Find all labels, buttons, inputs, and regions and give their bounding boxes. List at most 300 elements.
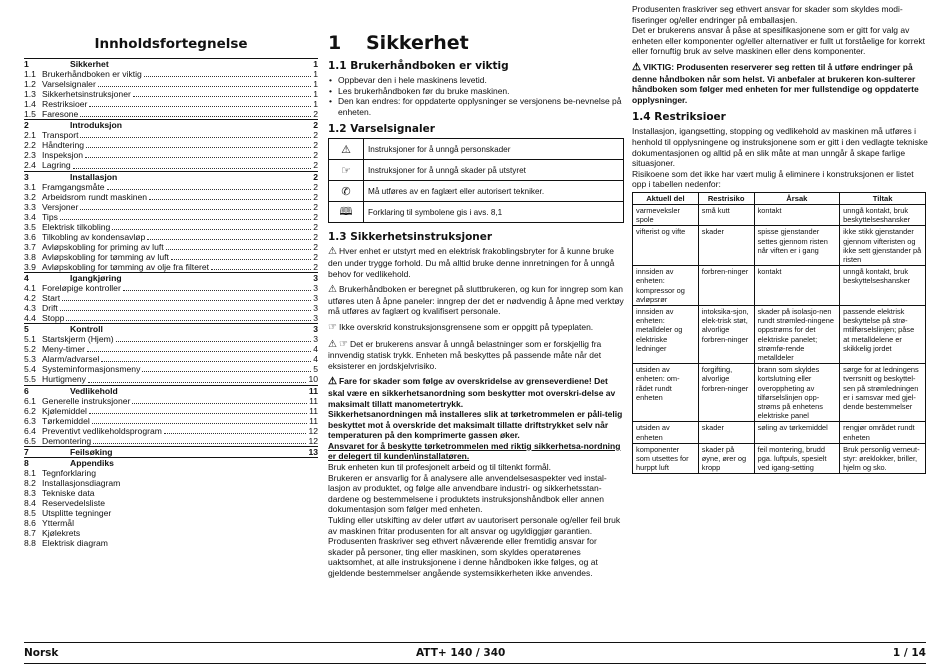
toc-page: 2 (313, 241, 318, 252)
toc-label: Tørkemiddel (42, 415, 90, 426)
toc-page: 2 (313, 191, 318, 202)
paragraph-text: Det er brukerens ansvar å unngå belastninger som er forskjellig fra innvendig statisk trykk. Enheten må beskyttes på passende måte når det eksisterer en jordskjelvrisiko. (328, 338, 602, 371)
toc-number: 3.3 (24, 201, 36, 212)
toc-page: 2 (313, 120, 318, 131)
paragraph: Bruk enheten kun til profesjonelt arbeid og til tiltenkt formål. (328, 462, 552, 473)
toc-leader (120, 386, 307, 394)
toc-label: Kjølekrets (42, 528, 81, 539)
toc-leader (80, 130, 311, 138)
toc-row[interactable] (24, 212, 318, 222)
restrictions-column (632, 4, 930, 474)
chapter-name: Sikkerhet (366, 32, 469, 54)
toc-label: Håndtering (42, 140, 85, 151)
toc-leader (133, 89, 311, 97)
toc-label: Appendiks (70, 457, 114, 468)
toc-number: 6 (24, 385, 29, 396)
table-cell: Instruksjoner for å unngå personskader (364, 139, 624, 160)
toc-leader (105, 324, 311, 332)
toc-number: 7 (24, 446, 29, 457)
toc-leader (115, 447, 307, 455)
toc-row[interactable] (24, 192, 318, 202)
toc-page: 3 (313, 293, 318, 304)
paragraph: Brukeren er ansvarlig for å analysere alle anvendelsesaspekter ved instal-lasjon av produktet, og følge alle anvendbare industri- og sikkerhetsstan-dardene og bestemmelsene i produktets instruksjonshåndbok eller annen dokumentasjon som følger med enheten. (328, 472, 607, 515)
toc-row[interactable] (24, 150, 318, 160)
toc-page: 1 (313, 59, 318, 69)
toc-number: 1.2 (24, 79, 36, 90)
toc-row[interactable] (24, 283, 318, 293)
toc-label: Systeminformasjonsmeny (42, 364, 141, 375)
toc-row[interactable] (24, 416, 318, 426)
toc-page: 2 (313, 201, 318, 212)
toc-row[interactable] (24, 303, 318, 313)
toc-page: 1 (313, 99, 318, 110)
footer-model: ATT+ 140 / 340 (416, 647, 506, 659)
toc-leader (76, 518, 316, 526)
toc-title: Innholdsfortegnelse (94, 36, 248, 52)
toc-leader (116, 458, 316, 466)
toc-page: 2 (313, 130, 318, 141)
paragraph: Ansvaret for å beskytte tørketrommelen med riktig sikkerhetsa-nordning er delegert til kunden\installatøren. (328, 440, 621, 462)
toc-leader (144, 69, 311, 77)
toc-page: 4 (313, 354, 318, 365)
toc-leader (80, 202, 311, 210)
toc-row[interactable] (24, 528, 318, 538)
bullet-list (328, 75, 624, 117)
toc-section-row[interactable] (24, 457, 318, 468)
footer-page-number: 1 / 14 (892, 647, 926, 659)
toc-label: Tips (42, 211, 58, 222)
table-cell: skader på øyne, ører og kropp (698, 443, 754, 474)
column-header: Tiltak (840, 192, 926, 204)
toc-number: 3.2 (24, 191, 36, 202)
table-row (633, 443, 926, 474)
toc-row[interactable] (24, 182, 318, 192)
toc-page: 11 (309, 405, 318, 416)
table-cell: unngå kontakt, bruk beskyttelseshansker (840, 266, 926, 306)
toc-label: Foreløpige kontroller (42, 283, 121, 294)
paragraph-text: Ikke overskrid konstruksjonsgrensene som er oppgitt på typeplaten. (338, 321, 594, 332)
toc-number: 5.1 (24, 334, 36, 345)
toc-number: 6.1 (24, 395, 36, 406)
toc-page: 2 (313, 171, 318, 182)
paragraph (632, 62, 930, 105)
warning-triangle-icon: ⚠ (328, 376, 337, 388)
toc-section-row[interactable] (24, 272, 318, 283)
toc-row[interactable] (24, 79, 318, 89)
toc-number: 1.1 (24, 69, 36, 80)
table-cell: ikke stikk gjenstander gjennom vifteristen og ikke sett gjenstander på risten (840, 226, 926, 266)
toc-page: 1 (313, 79, 318, 90)
toc-section-row[interactable] (24, 58, 318, 69)
table-row (633, 266, 926, 306)
toc-label: Kjølemiddel (42, 405, 87, 416)
paragraph: Sikkerhetsanordningen må installeres slik at tørketrommelen er påli-telig beskyttet mot å overskride det maksimalt tillatte driftstrykket selv når temperaturen på den komprimerte gassen øker. (328, 409, 623, 441)
toc-leader (80, 109, 311, 117)
toc-leader (211, 262, 311, 270)
section-heading-1-1: 1.1 Brukerhåndboken er viktig (328, 60, 509, 72)
table-header-row (633, 192, 926, 204)
toc-page: 3 (313, 303, 318, 314)
toc-label: Brukerhåndboken er viktig (42, 69, 142, 80)
toc-label: Avløpskobling for tømming av luft (42, 251, 169, 262)
paragraph: Installasjon, igangsetting, stopping og vedlikehold av maskinen må utføres i henhold til opplysningene og instruksjonene som er gitt i den vedlagte tekniske dokumentasjonen og alltid på en slik måte at man unngår å skape farlige situasjoner. (632, 126, 928, 169)
toc-section-row[interactable] (24, 385, 318, 396)
toc-row[interactable] (24, 222, 318, 232)
toc-leader (60, 303, 311, 311)
toc-number: 1 (24, 59, 29, 69)
toc-leader (111, 59, 312, 67)
toc-number: 3.1 (24, 181, 36, 192)
warning-triangle-icon: ⚠ (329, 139, 364, 160)
toc-label: Hurtigmeny (42, 374, 86, 385)
toc-number: 5.2 (24, 344, 36, 355)
toc-row[interactable] (24, 488, 318, 498)
toc-page: 2 (313, 181, 318, 192)
toc-row[interactable] (24, 426, 318, 436)
toc-label: Reservedelsliste (42, 498, 106, 509)
paragraph (328, 376, 624, 409)
toc-number: 5.4 (24, 364, 36, 375)
toc-number: 4.2 (24, 293, 36, 304)
toc-leader (97, 488, 316, 496)
toc-label: Versjoner (42, 201, 79, 212)
table-cell: skader (698, 422, 754, 443)
toc-label: Feilsøking (70, 446, 113, 457)
toc-row[interactable] (24, 313, 318, 323)
warning-symbols-table (328, 138, 624, 223)
toc-page: 13 (308, 446, 318, 457)
toc-number: 6.3 (24, 415, 36, 426)
table-cell: Instruksjoner for å unngå skader på utstyret (364, 160, 624, 181)
residual-risk-table (632, 192, 926, 474)
table-cell: Bruk personlig verneut-styr: øreklokker, briller, hjelm og sko. (840, 443, 926, 474)
toc-page: 3 (313, 283, 318, 294)
toc-leader (123, 283, 311, 291)
table-row (633, 422, 926, 443)
section-heading-1-3: 1.3 Sikkerhetsinstruksjoner (328, 231, 493, 244)
toc-label: Installasjonsdiagram (42, 477, 121, 488)
toc-row[interactable] (24, 354, 318, 364)
toc-page: 3 (313, 272, 318, 283)
toc-row[interactable] (24, 508, 318, 518)
table-body (633, 204, 926, 473)
toc-number: 6.4 (24, 425, 36, 436)
paragraph: Produsenten fraskriver seg ethvert nåværende eller fremtidig ansvar for skader på personer, ting eller maskinen, som skyldes operatørenes uaktsomhet, at alle instruksjonene i denne håndboken ikke følges, og at gjeldende bestemmelser angående systemsikkerheten ikke anvendes. (328, 536, 598, 578)
toc-leader (116, 334, 312, 342)
toc-row[interactable] (24, 140, 318, 150)
toc-leader (107, 182, 312, 190)
toc-number: 8.7 (24, 528, 36, 539)
toc-number: 8.5 (24, 508, 36, 519)
toc-label: Igangkjøring (70, 272, 122, 283)
toc-number: 6.5 (24, 435, 36, 446)
toc-number: 3.9 (24, 261, 36, 272)
toc-label: Meny-timer (42, 344, 85, 355)
paragraph (328, 284, 624, 317)
toc-row[interactable] (24, 109, 318, 119)
toc-section-row[interactable] (24, 323, 318, 334)
table-of-contents (24, 32, 318, 548)
toc-row[interactable] (24, 364, 318, 374)
warning-triangle-icon: ⚠ (328, 284, 337, 296)
toc-label: Vedlikehold (70, 385, 118, 396)
toc-leader (98, 468, 316, 476)
table-cell: varmeveksler spole (633, 204, 699, 225)
toc-leader (92, 416, 307, 424)
toc-row[interactable] (24, 518, 318, 528)
footer-language: Norsk (24, 647, 59, 659)
toc-leader (62, 293, 311, 301)
toc-leader (164, 426, 307, 434)
toc-leader (101, 354, 311, 362)
pointing-hand-icon: ☞ (338, 338, 348, 350)
technician-phone-icon: ✆ (329, 181, 364, 202)
toc-page: 2 (313, 160, 318, 171)
paragraph: Risikoene som det ikke har vært mulig å eliminere i konstruksjonen er listet opp i tabellen nedenfor: (632, 168, 914, 190)
table-row (329, 181, 624, 202)
table-cell: sørge for at ledningens tverrsnitt og beskyttel-sen på strømledningen er i samsvar med gjel-dende bestemmelser (840, 364, 926, 422)
paragraph-text: Brukerhåndboken er beregnet på sluttbrukeren, og kun for inngrep som kan utføres uten å åpne paneler: inngrep der det er nødvendig å åpne med verktøy må utføres av faglært og kvalifisert personale. (328, 284, 624, 317)
toc-leader (149, 192, 311, 200)
toc-number: 2.1 (24, 130, 36, 141)
table-cell: utsiden av enheten (633, 422, 699, 443)
toc-row[interactable] (24, 334, 318, 344)
toc-label: Drift (42, 303, 58, 314)
paragraph: Tukling eller utskifting av deler utført av uautorisert personale og/eller feil bruk av maskinen fritar produsenten for alt ansvar og ugyldiggjør garantien. (328, 515, 621, 536)
toc-label: Alarm/advarsel (42, 354, 100, 365)
toc-section-row[interactable] (24, 171, 318, 182)
toc-number: 3.6 (24, 231, 36, 242)
toc-leader (112, 222, 311, 230)
toc-label: Kontroll (70, 324, 103, 335)
toc-leader (60, 212, 311, 220)
toc-page: 2 (313, 251, 318, 262)
table-cell: skader (698, 226, 754, 266)
paragraph: Det er brukerens ansvar å påse at spesifikasjonene som er gitt for valg av enheten eller komponenter og/eller alternativer er fullt ut forståelige for korrekt eller fornuftig bruk av selve maskinen eller dens komponenter. (632, 25, 925, 57)
table-cell: små kutt (698, 204, 754, 225)
toc-label: Introduksjon (70, 120, 123, 131)
table-cell: brann som skyldes kortslutning eller overoppheting av tilførselslinjen opp-strøms på enhetens elektriske panel (754, 364, 840, 422)
toc-row[interactable] (24, 478, 318, 488)
toc-number: 4.4 (24, 313, 36, 324)
toc-leader (85, 150, 311, 158)
toc-number: 8.1 (24, 467, 36, 478)
toc-number: 8.6 (24, 518, 36, 529)
toc-page: 3 (313, 324, 318, 335)
toc-leader (132, 396, 307, 404)
table-cell: komponenter som utsettes for hurppt luft (633, 443, 699, 474)
toc-number: 2.4 (24, 160, 36, 171)
toc-number: 8.2 (24, 477, 36, 488)
paragraph-text: Hver enhet er utstyrt med en elektrisk frakoblingsbryter for å kunne bruke den under trygge forhold. Du må alltid bruke denne innretningen for å unngå behov for vedlikehold. (328, 246, 615, 279)
toc-number: 1.4 (24, 99, 36, 110)
toc-leader (142, 364, 311, 372)
toc-number: 8.8 (24, 538, 36, 549)
table-cell: intoksika-sjon, elek-trisk støt, alvorlige forbren-ninger (698, 305, 754, 363)
toc-row[interactable] (24, 344, 318, 354)
toc-leader (66, 313, 311, 321)
table-cell: forgifting, alvorlige forbren-ninger (698, 364, 754, 422)
toc-leader (147, 232, 311, 240)
toc-leader (119, 172, 311, 180)
toc-row[interactable] (24, 232, 318, 242)
column-header: Restrisiko (698, 192, 754, 204)
toc-label: Framgangsmåte (42, 181, 105, 192)
toc-number: 1.5 (24, 109, 36, 120)
toc-number: 2 (24, 120, 29, 131)
paragraph (328, 322, 624, 334)
toc-label: Sikkerhet (70, 59, 109, 69)
toc-label: Tegnforklaring (42, 467, 96, 478)
toc-number: 1.3 (24, 89, 36, 100)
toc-label: Transport (42, 130, 79, 141)
toc-label: Avløpskobling for tømming av olje fra filteret (42, 261, 210, 272)
toc-page: 10 (308, 374, 318, 385)
toc-row[interactable] (24, 538, 318, 548)
toc-page: 2 (313, 140, 318, 151)
toc-row[interactable] (24, 130, 318, 140)
toc-number: 2.2 (24, 140, 36, 151)
toc-number: 3.5 (24, 221, 36, 232)
toc-leader (86, 140, 311, 148)
toc-row[interactable] (24, 436, 318, 446)
toc-page: 11 (308, 385, 318, 396)
toc-label: Generelle instruksjoner (42, 395, 131, 406)
toc-page: 2 (313, 221, 318, 232)
table-cell: utsiden av enheten: om-rådet rundt enheten (633, 364, 699, 422)
toc-row[interactable] (24, 293, 318, 303)
table-cell: Må utføres av en faglært eller autorisert tekniker. (364, 181, 624, 202)
table-cell: feil montering, brudd pga. luftpuls, spesielt ved igang-setting (754, 443, 840, 474)
toc-row[interactable] (24, 252, 318, 262)
pointing-hand-icon: ☞ (328, 321, 337, 333)
paragraph (328, 246, 624, 279)
toc-row[interactable] (24, 498, 318, 508)
toc-number: 5.3 (24, 354, 36, 365)
list-item: • Les brukerhåndboken før du bruke maskinen. (328, 86, 624, 97)
list-item: • Oppbevar den i hele maskinens levetid. (328, 75, 624, 86)
toc-label: Yttermål (42, 518, 74, 529)
table-cell: forbren-ninger (698, 266, 754, 306)
toc-row[interactable] (24, 396, 318, 406)
toc-label: Utsplitte tegninger (42, 508, 112, 519)
toc-leader (107, 498, 316, 506)
toc-number: 8.3 (24, 487, 36, 498)
paragraph (328, 339, 624, 372)
toc-row[interactable] (24, 89, 318, 99)
toc-label: Restriksioer (42, 99, 88, 110)
toc-label: Arbeidsrom rundt maskinen (42, 191, 148, 202)
table-row (633, 305, 926, 363)
pointing-hand-icon: ☞ (329, 160, 364, 181)
table-row (329, 160, 624, 181)
toc-list (24, 58, 318, 548)
table-cell: spisse gjenstander settes gjennom risten når viften er i gang (754, 226, 840, 266)
toc-label: Stopp (42, 313, 65, 324)
toc-leader (93, 436, 306, 444)
toc-leader (171, 252, 311, 260)
toc-page: 3 (313, 313, 318, 324)
toc-page: 1 (313, 69, 318, 80)
toc-row[interactable] (24, 242, 318, 252)
page-footer (24, 642, 926, 664)
toc-section-row[interactable] (24, 446, 318, 457)
toc-page: 2 (313, 231, 318, 242)
toc-row[interactable] (24, 262, 318, 272)
toc-leader (122, 478, 316, 486)
table-cell: innsiden av enheten: kompressor og avløpsrør (633, 266, 699, 306)
table-cell: innsiden av enheten: metalldeler og elektriske ledninger (633, 305, 699, 363)
toc-leader (88, 374, 306, 382)
table-cell: vifterist og vifte (633, 226, 699, 266)
list-item: • Den kan endres: for oppdaterte opplysninger se versjonens be-nevnelse på enheten. (328, 96, 624, 117)
column-header: Årsak (754, 192, 840, 204)
toc-page: 2 (313, 211, 318, 222)
toc-label: Inspeksjon (42, 150, 84, 161)
toc-row[interactable] (24, 374, 318, 384)
toc-label: Lagring (42, 160, 71, 171)
table-row (329, 202, 624, 223)
toc-section-row[interactable] (24, 119, 318, 130)
toc-label: Start (42, 293, 61, 304)
toc-row[interactable] (24, 69, 318, 79)
toc-number: 3.7 (24, 241, 36, 252)
toc-number: 8 (24, 457, 29, 468)
toc-leader (73, 160, 312, 168)
table-cell: kontakt (754, 266, 840, 306)
toc-row[interactable] (24, 202, 318, 212)
column-header: Aktuell del (633, 192, 699, 204)
toc-label: Elektrisk diagram (42, 538, 108, 549)
toc-number: 4 (24, 272, 29, 283)
toc-leader (82, 528, 316, 536)
toc-label: Installasjon (70, 171, 118, 182)
toc-leader (166, 242, 312, 250)
toc-page: 2 (313, 109, 318, 120)
toc-row[interactable] (24, 160, 318, 170)
toc-label: Sikkerhetsinstruksjoner (42, 89, 131, 100)
paragraph-text: Fare for skader som følge av overskridelse av grenseverdiene! Det skal være en sikkerhetsanordning som beskytter mot overskri-delse av maksimalt tillatt manometertrykk. (328, 376, 616, 409)
toc-label: Demontering (42, 435, 92, 446)
table-row (633, 364, 926, 422)
toc-row[interactable] (24, 99, 318, 109)
toc-leader (89, 406, 307, 414)
toc-label: Faresone (42, 109, 79, 120)
toc-number: 3.4 (24, 211, 36, 222)
toc-page: 4 (313, 344, 318, 355)
table-cell: Forklaring til symbolene gis i avs. 8,1 (364, 202, 624, 223)
toc-row[interactable] (24, 468, 318, 478)
section-heading-1-2: 1.2 Varselsignaler (328, 123, 435, 136)
table-cell: kontakt (754, 204, 840, 225)
toc-page: 2 (313, 261, 318, 272)
warning-triangle-icon: ⚠ (632, 61, 641, 73)
table-row (329, 139, 624, 160)
table-cell: skader på isolasjo-nen rundt strømled-ningene oppstrøms for det elektriske panelet; strømfø-rende metalldeler (754, 305, 840, 363)
toc-leader (124, 273, 312, 281)
toc-label: Tilkobling av kondensavløp (42, 231, 146, 242)
toc-label: Elektrisk tilkobling (42, 221, 111, 232)
toc-number: 5 (24, 324, 29, 335)
toc-number: 2.3 (24, 150, 36, 161)
toc-page: 3 (313, 334, 318, 345)
toc-page: 2 (313, 150, 318, 161)
toc-number: 3 (24, 171, 29, 182)
toc-row[interactable] (24, 406, 318, 416)
toc-leader (110, 538, 316, 546)
warning-triangle-icon: ⚠ (328, 246, 337, 258)
toc-label: Tekniske data (42, 487, 95, 498)
